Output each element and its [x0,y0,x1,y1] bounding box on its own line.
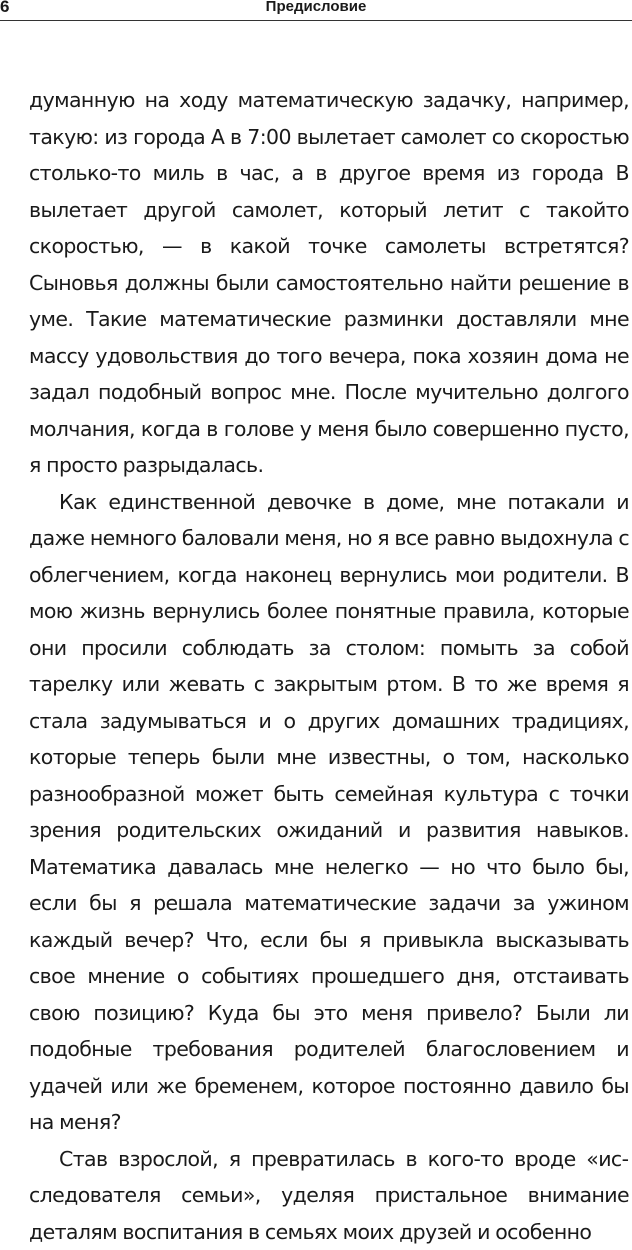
running-header [0,0,632,22]
body-text [29,82,629,1250]
paragraph-1: думанную на ходу математическую задачку, например, такую: из города А в 7:00 вылетает самолет со скоростью столько-то миль в час, а в другое время из города В вылетает другой самолет, который летит с такойто скоростью, — в какой точке самолеты встретятся? Сыновья должны были самостоятельно найти решение в уме. Такие математические разминки доставляли мне массу удовольствия до того вечера, пока хозяин дома не задал подобный вопрос мне. После мучительно долгого молчания, когда в голове у меня было совершенно пусто, я просто разрыдалась. [29,82,629,484]
section-title: Предисловие [0,0,632,17]
paragraph-3: Став взрослой, я превратилась в кого-то вроде «исследователя семьи», уделяя пристальное внимание деталям воспитания в семьях моих друзей и особенно [29,1141,629,1250]
paragraph-2: Как единственной девочке в доме, мне потакали и даже немного баловали меня, но я все равно выдохнула с облегчением, когда наконец вернулись мои родители. В мою жизнь вернулись более понятные правила, которые они просили соблюдать за столом: помыть за собой тарелку или жевать с закрытым ртом. В то же время я стала задумываться и о других домашних традициях, которые теперь были мне известны, о том, насколько разнообразной может быть семейная культура с точки зрения родительских ожиданий и развития навыков. Математика давалась мне нелегко — но что было бы, если бы я решала математические задачи за ужином каждый вечер? Что, если бы я привыкла высказывать свое мнение о событиях прошедшего дня, отстаивать свою позицию? Куда бы это меня привело? Были ли подобные требования родителей благословением и удачей или же бременем, которое постоянно давило бы на меня? [29,484,629,1141]
page-number: 6 [0,0,9,17]
header-rule [0,20,632,21]
